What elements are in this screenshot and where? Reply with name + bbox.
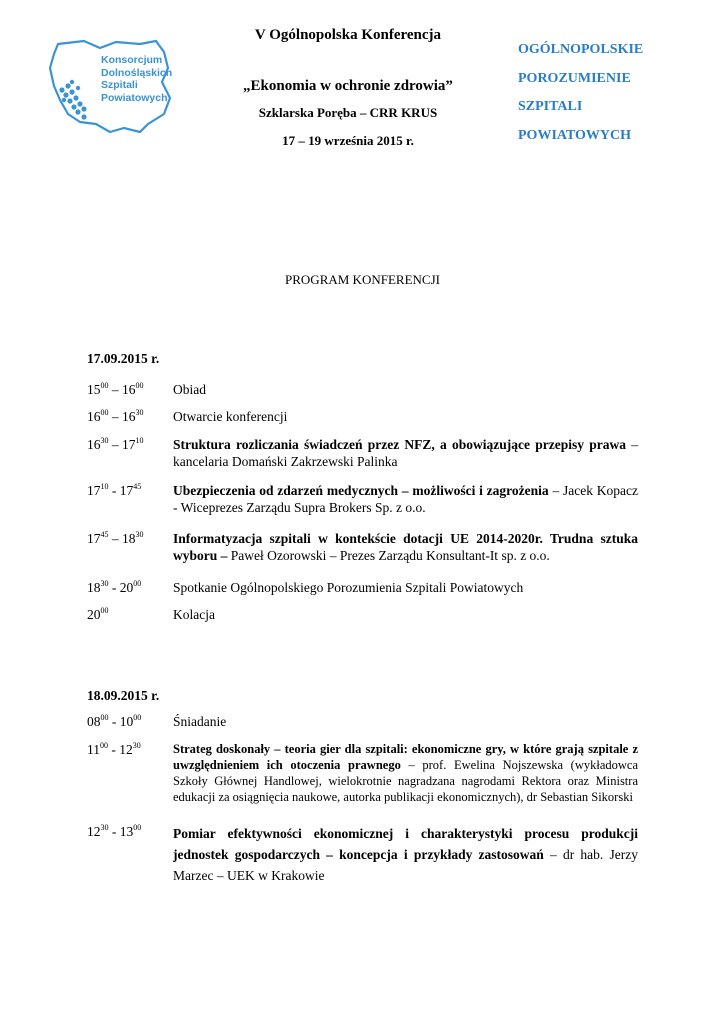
schedule-desc: Obiad (173, 382, 206, 397)
schedule-item (87, 741, 638, 805)
day-date: 18.09.2015 r. (87, 688, 160, 703)
schedule-desc: Śniadanie (173, 714, 227, 729)
logo-line: Dolnośląskich (101, 66, 173, 79)
schedule-item (87, 579, 638, 596)
schedule-time: $17^{45} - 18^{30}$ (87, 530, 144, 546)
org-line: POWIATOWYCH (518, 127, 632, 143)
conference-place: Szklarska Poręba – CRR KRUS (258, 105, 438, 120)
schedule-desc: Ubezpieczenia od zdarzeń medycznych – możliwości i zagrożenia – Jacek Kopacz - Wiceprezes Zarządu Supra Brokers Sp. z o.o. (173, 483, 638, 515)
schedule-time: $17^{10} - 17^{45}$ (87, 482, 142, 498)
org-line: OGÓLNOPOLSKIE (518, 42, 644, 57)
schedule-item (87, 381, 638, 398)
schedule-desc: Spotkanie Ogólnopolskiego Porozumienia Szpitali Powiatowych (173, 580, 524, 595)
conference-header (230, 27, 466, 149)
schedule-item (87, 436, 638, 470)
logo-line: Konsorcjum (101, 54, 163, 66)
day-date: 17.09.2015 r. (87, 351, 160, 366)
schedule-item (87, 713, 638, 730)
conference-dates: 17 – 19 września 2015 r. (282, 133, 414, 148)
schedule-desc: Otwarcie konferencji (173, 409, 288, 424)
schedule-time: $15^{00} - 16^{00}$ (87, 381, 144, 397)
schedule-desc: Strateg doskonały – teoria gier dla szpitali: ekonomiczne gry, w które grają szpitale z uwzględnieniem ich otoczenia prawnego – prof. Ewelina Nojszewska (wykładowca Szkoły Głównej Handlowej, wielokrotnie nagradzana nagrodami Rektora oraz Ministra edukacji za osiągnięcia naukowe, autorka publikacji ekonomicznych), dr Sebastian Sikorski (173, 742, 639, 804)
schedule-item (87, 482, 638, 516)
logo-line: Szpitali (101, 79, 138, 91)
conference-title: V Ogólnopolska Konferencja (254, 27, 442, 43)
logo-text (101, 54, 172, 104)
program-title: PROGRAM KONFERENCJI (285, 272, 440, 287)
org-line: SZPITALI (518, 99, 583, 114)
schedule-desc: Kolacja (173, 607, 215, 622)
org-line: POROZUMIENIE (518, 70, 631, 86)
schedule-time: $18^{30} - 20^{00}$ (87, 579, 142, 595)
schedule-time: $20^{00}$ (87, 606, 109, 622)
schedule-item (87, 606, 638, 623)
logo-line: Powiatowych (101, 91, 168, 104)
schedule-desc: Pomiar efektywności ekonomicznej i charakterystyki procesu produkcji jednostek gospodarczych – koncepcja i przykłady zastosowań – dr hab. Jerzy Marzec – UEK w Krakowie (173, 826, 638, 883)
schedule-time: $16^{00} - 16^{30}$ (87, 408, 144, 424)
schedule-desc: Informatyzacja szpitali w kontekście dotacji UE 2014-2020r. Trudna sztuka wyboru – Paweł Ozorowski – Prezes Zarządu Konsultant-It sp. z o.o. (173, 531, 638, 563)
conference-subtitle: „Ekonomia w ochronie zdrowia” (243, 78, 453, 94)
organization-name (518, 36, 643, 150)
schedule-time: $12^{30} - 13^{00}$ (87, 823, 142, 839)
schedule-time: $11^{00} - 12^{30}$ (87, 741, 141, 757)
schedule-desc: Struktura rozliczania świadczeń przez NFZ, a obowiązujące przepisy prawa – kancelaria Domański Zakrzewski Palinka (173, 437, 639, 469)
schedule-time: $16^{30} - 17^{10}$ (87, 436, 144, 452)
schedule-item (87, 530, 638, 564)
schedule-time: $08^{00} - 10^{00}$ (87, 713, 142, 729)
schedule-item (87, 408, 638, 425)
schedule-item (87, 823, 638, 886)
